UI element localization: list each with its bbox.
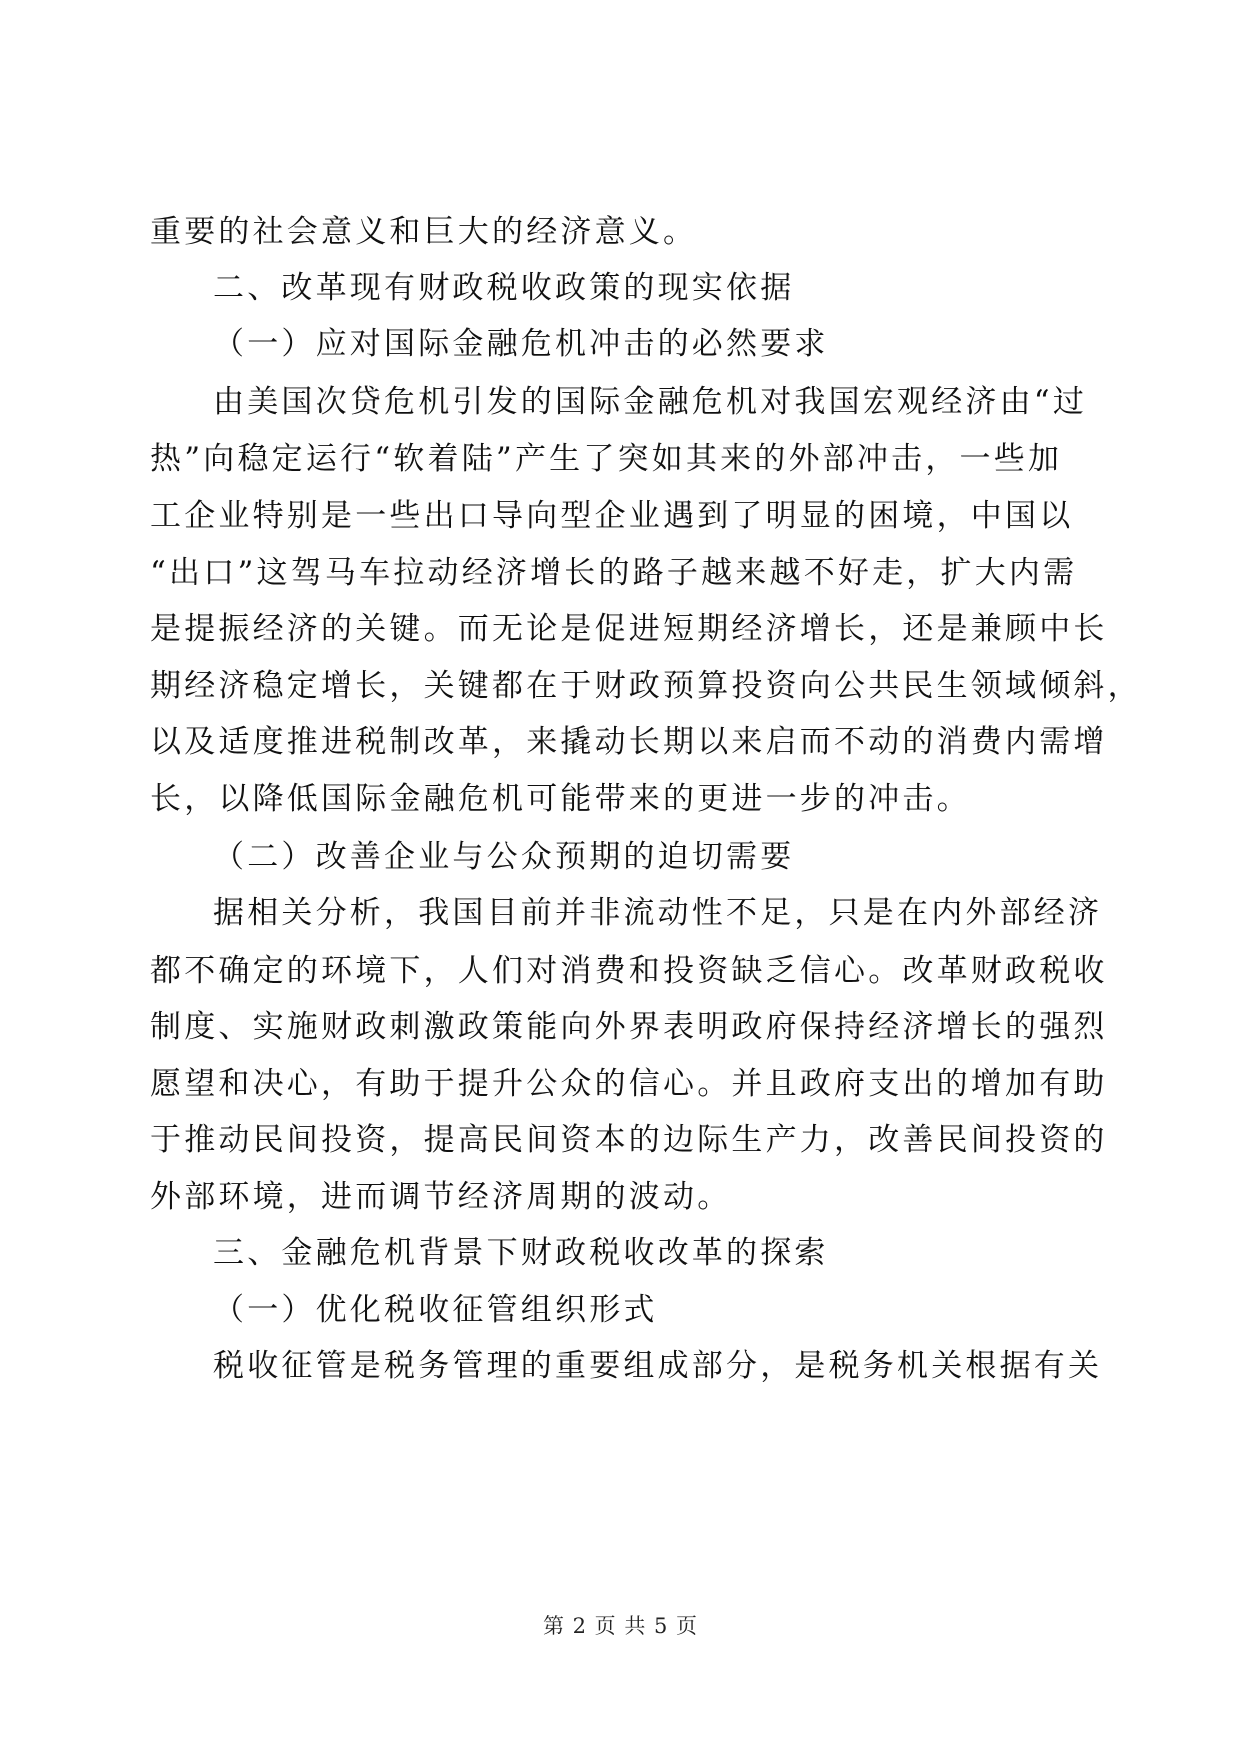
paragraph-line: 于推动民间投资，提高民间资本的边际生产力，改善民间投资的 (150, 1122, 1108, 1158)
paragraph-line: 税收征管是税务管理的重要组成部分，是税务机关根据有关 (213, 1348, 1103, 1384)
paragraph-line: 都不确定的环境下，人们对消费和投资缺乏信心。改革财政税收 (150, 953, 1108, 989)
section-heading: 二、改革现有财政税收政策的现实依据 (213, 270, 795, 306)
paragraph-line: 工企业特别是一些出口导向型企业遇到了明显的困境，中国以 (150, 498, 1074, 534)
paragraph-line: 是提振经济的关键。而无论是促进短期经济增长，还是兼顾中长 (150, 611, 1108, 647)
paragraph-line: 据相关分析，我国目前并非流动性不足，只是在内外部经济 (213, 895, 1103, 931)
paragraph-line: 以及适度推进税制改革，来撬动长期以来启而不动的消费内需增 (150, 724, 1108, 760)
section-heading: 三、金融危机背景下财政税收改革的探索 (213, 1235, 829, 1271)
paragraph-line: 制度、实施财政刺激政策能向外界表明政府保持经济增长的强烈 (150, 1009, 1108, 1045)
text-line: 重要的社会意义和巨大的经济意义。 (150, 214, 698, 250)
paragraph-line: 热”向稳定运行“软着陆”产生了突如其来的外部冲击，一些加 (150, 441, 1063, 477)
paragraph-line: 长，以降低国际金融危机可能带来的更进一步的冲击。 (150, 781, 971, 817)
paragraph-line: “出口”这驾马车拉动经济增长的路子越来越不好走，扩大内需 (150, 555, 1078, 591)
subsection-heading: （一）应对国际金融危机冲击的必然要求 (213, 326, 829, 362)
paragraph-line: 由美国次贷危机引发的国际金融危机对我国宏观经济由“过 (213, 384, 1088, 420)
paragraph-line: 愿望和决心，有助于提升公众的信心。并且政府支出的增加有助 (150, 1066, 1108, 1102)
subsection-heading: （一）优化税收征管组织形式 (213, 1292, 658, 1328)
subsection-heading: （二）改善企业与公众预期的迫切需要 (213, 839, 795, 875)
page-number-footer: 第 2 页 共 5 页 (542, 1614, 699, 1638)
paragraph-line: 外部环境，进而调节经济周期的波动。 (150, 1179, 732, 1215)
paragraph-line: 期经济稳定增长，关键都在于财政预算投资向公共民生领域倾斜， (150, 668, 1142, 704)
